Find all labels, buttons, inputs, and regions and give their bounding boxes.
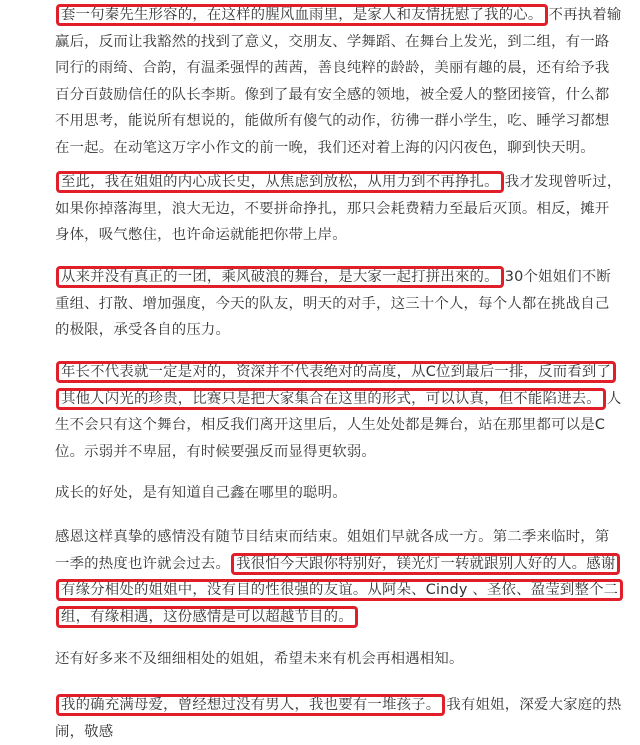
paragraph-7 [55,646,623,673]
highlighted-quote: 套一句秦先生形容的，在这样的腥风血雨里，是家人和友情抚慰了我的心。 [56,4,548,26]
paragraph-text: 人生不会只有这个舞台，相反我们离开这里后，人生处处都是舞台，站在那里都可以是C位。示弱并不卑屈，有时候要强反而显得更软弱。 [55,390,622,460]
paragraph-5 [55,480,623,507]
paragraph-1 [55,2,623,161]
paragraph-text: 还有好多来不及细细相处的姐姐，希望未来有机会再相遇相知。 [55,651,464,667]
highlighted-quote: 年长不代表就一定是对的，资深并不代表绝对的高度，从C位到最后一排，反而看到了其他人闪光的珍贵，比赛只是把大家集合在这里的形式，可以认真，但不能陷进去。 [56,361,616,410]
highlighted-quote: 至此，我在姐姐的内心成长史，从焦虑到放松，从用力到不再挣扎。 [56,171,504,193]
paragraph-3 [55,264,623,344]
paragraph-4 [55,359,623,465]
paragraph-8 [55,692,623,745]
paragraph-6 [55,524,623,630]
paragraph-2 [55,169,623,249]
paragraph-text: 我才发现曾听过，如果你掉落海里，浪大无边，不要拼命挣扎，那只会耗费精力至最后灭顶。相反，摊开身体，吸气憋住，也许命运就能把你带上岸。 [55,174,622,243]
paragraph-text: 30个姐姐们不断重组、打散、增加强度，今天的队友，明天的对手，这三十个人，每个人都在挑战自己的极限，承受各自的压力。 [55,269,611,338]
paragraph-text: 不再执着输赢后，反而让我豁然的找到了意义，交朋友、学舞蹈、在舞台上发光，到二组，有一路同行的雨绮、合韵，有温柔强悍的茜茜，善良纯粹的龄龄，美丽有趣的晨，还有给予我百分百鼓励信任的队长李斯。像到了最有安全感的领地，被全爱人的整团接管，什么都不用思考，能说所有想说的，能做所有傻气的动作，彷彿一群小学生，吃、睡学习都想在一起。在动笔这万字小作文的前一晚，我们还对着上海的闪闪夜色，聊到快天明。 [55,7,622,156]
highlighted-quote: 我的确充满母爱，曾经想过没有男人，我也要有一堆孩子。 [56,694,445,716]
highlighted-quote: 从来并没有真正的一团，乘风破浪的舞台，是大家一起打拼出來的。 [56,266,504,288]
paragraph-text: 成长的好处，是有知道自己鑫在哪里的聪明。 [55,485,347,501]
paragraph-text: 我有姐姐，深爱大家庭的热闹，敬感 [55,697,622,740]
highlighted-quote: 我很怕今天跟你特别好，镁光灯一转就跟别人好的人。感谢有缘分相处的姐姐中，没有目的性很强的友谊。从阿朵、Cindy 、圣依、盈莹到整个二组，有缘相遇，这份感情是可以超越节目的。 [56,553,623,628]
paragraph-text: 感恩这样真挚的感情没有随节目结束而结束。姐姐们早就各成一方。第二季来临时，第一季的热度也许就会过去。 [55,529,610,572]
